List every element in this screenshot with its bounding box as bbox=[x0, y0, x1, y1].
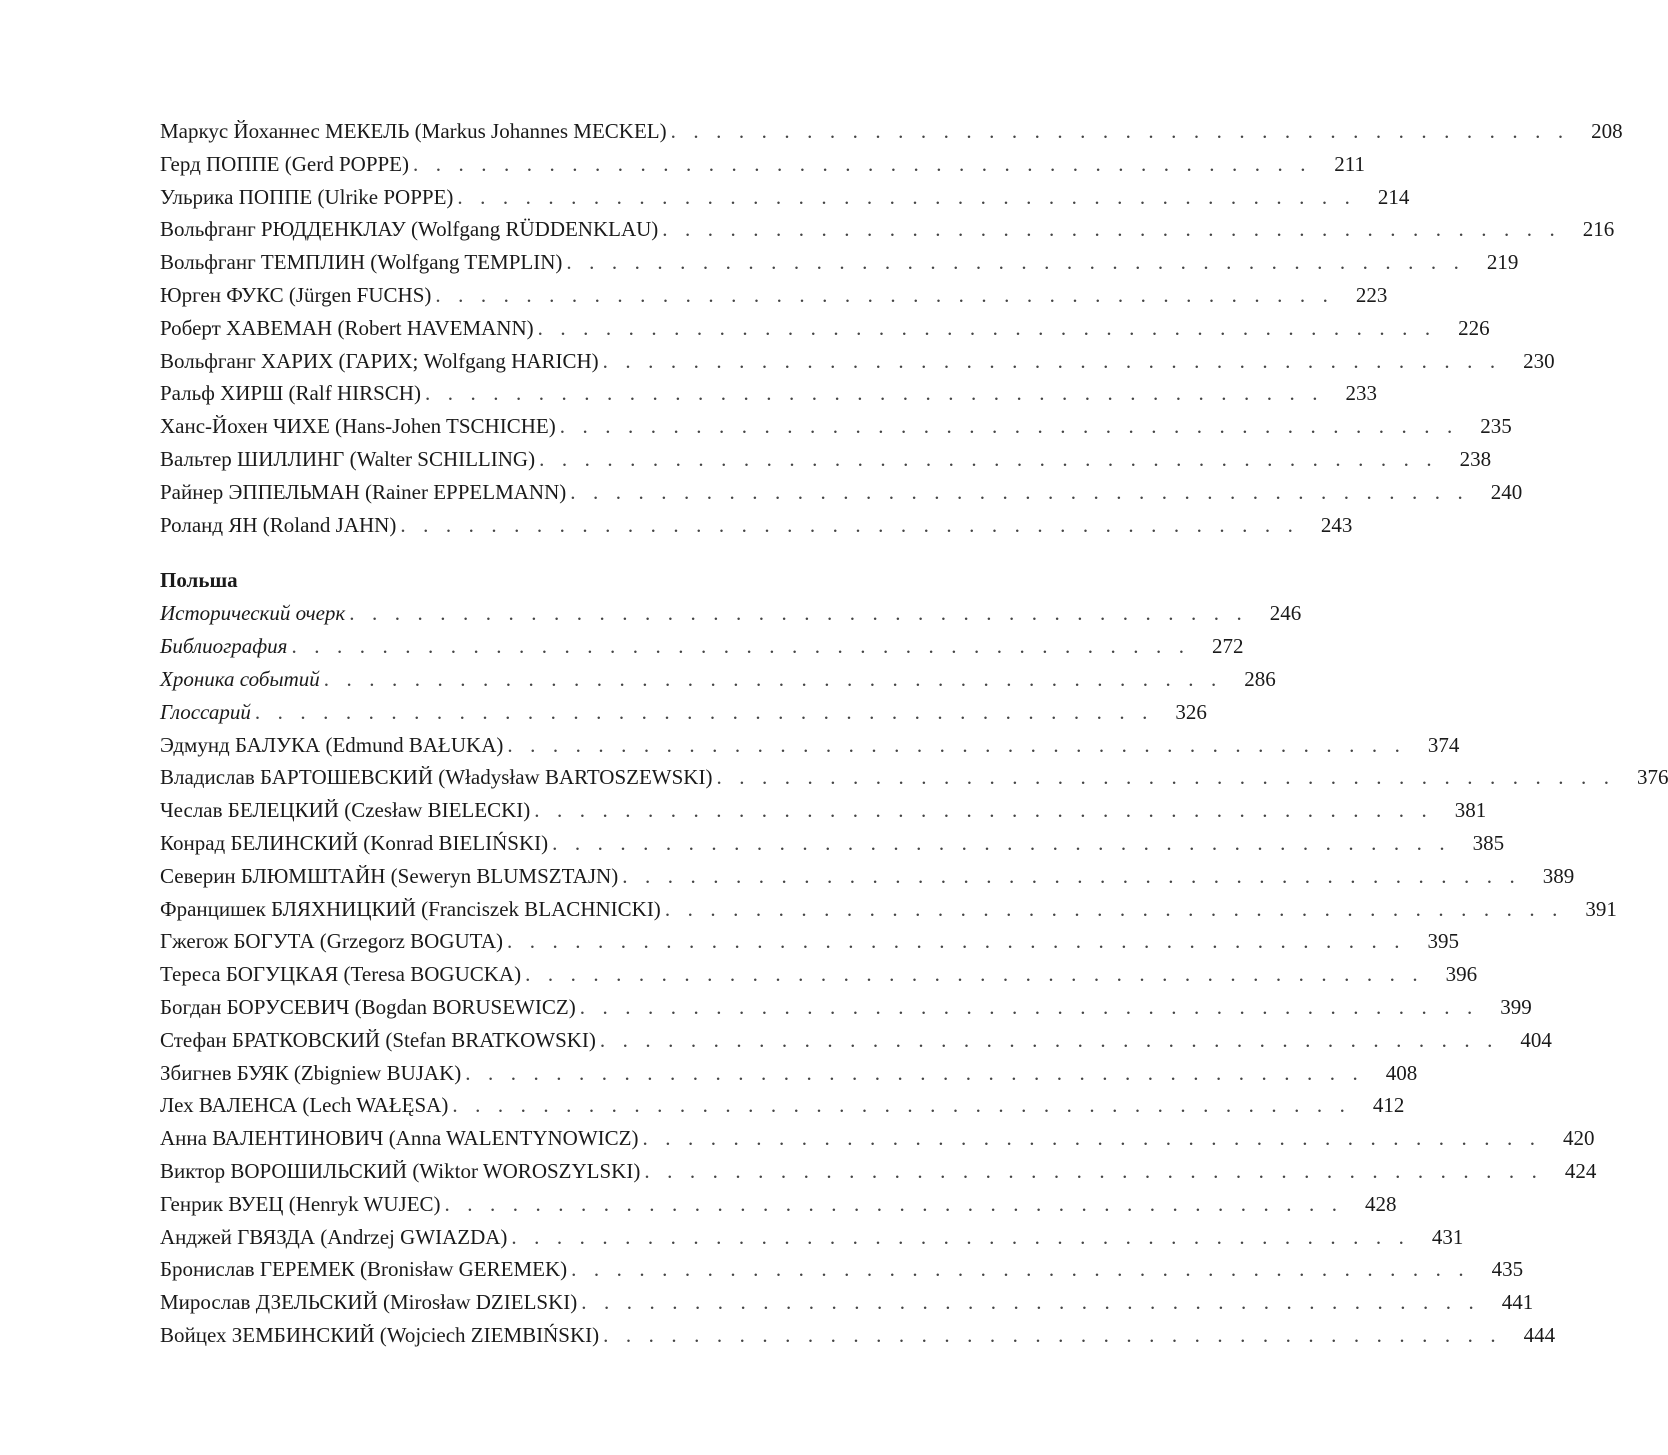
dot-leader: ........................................ bbox=[622, 863, 1533, 888]
dot-leader: ........................................ bbox=[465, 1060, 1376, 1085]
toc-entry-page-number: 219 bbox=[1486, 250, 1519, 275]
toc-section-poland bbox=[160, 597, 1668, 1351]
toc-entry bbox=[160, 1057, 1418, 1090]
toc-entry-label: Хроника событий bbox=[160, 666, 320, 691]
dot-leader: ........................................ bbox=[254, 699, 1165, 724]
toc-entry bbox=[160, 476, 1523, 509]
dot-leader: ........................................ bbox=[581, 1290, 1492, 1315]
toc-entry bbox=[160, 509, 1353, 542]
toc-entry-page-number: 374 bbox=[1427, 732, 1460, 757]
toc-entry-page-number: 420 bbox=[1563, 1126, 1595, 1151]
toc-entry-page-number: 444 bbox=[1523, 1322, 1556, 1347]
toc-entry-label: Роберт ХАВЕМАН (Robert HAVEMANN) bbox=[160, 315, 534, 340]
toc-entry-page-number: 243 bbox=[1320, 512, 1353, 537]
dot-leader: ........................................ bbox=[664, 896, 1575, 921]
toc-entry-label: Вольфганг РЮДДЕНКЛАУ (Wolfgang RÜDDENKLAU) bbox=[160, 217, 659, 242]
toc-entry-page-number: 408 bbox=[1385, 1060, 1418, 1085]
toc-entry-page-number: 428 bbox=[1365, 1191, 1397, 1216]
toc-entry bbox=[160, 181, 1410, 214]
dot-leader: ........................................ bbox=[291, 634, 1202, 659]
toc-entry bbox=[160, 1155, 1597, 1188]
section-title: Польша bbox=[160, 568, 238, 593]
toc-entry-label: Вольфганг ХАРИХ (ГАРИХ; Wolfgang HARICH) bbox=[160, 348, 599, 373]
toc-entry-label: Ульрика ПОППЕ (Ulrike POPPE) bbox=[160, 184, 454, 209]
toc-entry-label: Вольфганг ТЕМПЛИН (Wolfgang TEMPLIN) bbox=[160, 250, 563, 275]
toc-entry-label: Маркус Йоханнес МЕКЕЛЬ (Markus Johannes MECKEL) bbox=[160, 119, 667, 143]
toc-entry-page-number: 424 bbox=[1564, 1158, 1597, 1183]
toc-entry bbox=[160, 1286, 1534, 1319]
toc-entry-label: Вальтер ШИЛЛИНГ (Walter SCHILLING) bbox=[160, 446, 536, 471]
toc-entry-page-number: 208 bbox=[1591, 119, 1623, 143]
dot-leader: ........................................ bbox=[400, 512, 1311, 537]
toc-entry bbox=[160, 630, 1244, 663]
dot-leader: ........................................ bbox=[552, 830, 1463, 855]
toc-entry-page-number: 238 bbox=[1459, 446, 1492, 471]
dot-leader: ........................................ bbox=[349, 601, 1260, 626]
toc-entry bbox=[160, 345, 1555, 378]
toc-entry bbox=[160, 597, 1302, 630]
toc-entry-label: Райнер ЭППЕЛЬМАН (Rainer EPPELMANN) bbox=[160, 479, 567, 504]
toc-entry bbox=[160, 761, 1668, 794]
toc-entry-label: Мирослав ДЗЕЛЬСКИЙ (Mirosław DZIELSKI) bbox=[160, 1290, 578, 1315]
dot-leader: ........................................ bbox=[599, 1027, 1510, 1052]
dot-leader: ........................................ bbox=[507, 732, 1418, 757]
toc-entry bbox=[160, 148, 1366, 181]
toc-entry-page-number: 404 bbox=[1520, 1027, 1552, 1052]
toc-entry-page-number: 214 bbox=[1377, 184, 1410, 209]
toc-entry bbox=[160, 443, 1492, 476]
toc-entry-label: Тереса БОГУЦКАЯ (Teresa BOGUCKA) bbox=[160, 962, 522, 987]
toc-entry-label: Генрик ВУЕЦ (Henryk WUJEC) bbox=[160, 1191, 441, 1216]
dot-leader: ........................................ bbox=[537, 315, 1448, 340]
dot-leader: ........................................ bbox=[602, 348, 1513, 373]
dot-leader: ........................................ bbox=[539, 446, 1450, 471]
toc-entry-page-number: 431 bbox=[1431, 1224, 1464, 1249]
dot-leader: ........................................ bbox=[444, 1191, 1355, 1216]
dot-leader: ........................................ bbox=[642, 1126, 1553, 1151]
toc-entry-label: Лех ВАЛЕНСА (Lech WAŁĘSA) bbox=[160, 1093, 449, 1118]
toc-entry bbox=[160, 893, 1617, 926]
toc-entry-label: Юрген ФУКС (Jürgen FUCHS) bbox=[160, 282, 432, 307]
toc-entry bbox=[160, 1221, 1464, 1254]
dot-leader: ........................................ bbox=[534, 798, 1445, 823]
toc-entry bbox=[160, 1089, 1405, 1122]
dot-leader: ........................................ bbox=[603, 1322, 1514, 1347]
toc-entry-label: Францишек БЛЯХНИЦКИЙ (Franciszek BLACHNICKI) bbox=[160, 896, 661, 921]
toc-entry-page-number: 211 bbox=[1334, 151, 1366, 176]
toc-entry-page-number: 246 bbox=[1269, 601, 1302, 626]
toc-entry bbox=[160, 1319, 1556, 1352]
toc-entry bbox=[160, 794, 1487, 827]
dot-leader: ........................................ bbox=[506, 929, 1417, 954]
toc-entry-label: Виктор ВОРОШИЛЬСКИЙ (Wiktor WOROSZYLSKI) bbox=[160, 1158, 641, 1183]
toc-entry bbox=[160, 1188, 1397, 1221]
toc-entry-label: Конрад БЕЛИНСКИЙ (Konrad BIELIŃSKI) bbox=[160, 830, 549, 855]
dot-leader: ........................................ bbox=[424, 381, 1335, 406]
toc-entry-page-number: 385 bbox=[1472, 830, 1505, 855]
table-of-contents bbox=[160, 115, 1668, 1352]
toc-entry-label: Ханс-Йохен ЧИХЕ (Hans-Johen TSCHICHE) bbox=[160, 414, 556, 439]
toc-entry-page-number: 441 bbox=[1501, 1290, 1534, 1315]
dot-leader: ........................................ bbox=[670, 119, 1581, 143]
dot-leader: ........................................ bbox=[511, 1224, 1422, 1249]
dot-leader: ........................................ bbox=[570, 479, 1481, 504]
toc-entry-page-number: 391 bbox=[1585, 896, 1617, 921]
toc-entry-page-number: 399 bbox=[1500, 994, 1532, 1019]
toc-entry-page-number: 396 bbox=[1445, 962, 1478, 987]
toc-entry-label: Збигнев БУЯК (Zbigniew BUJAK) bbox=[160, 1060, 462, 1085]
toc-entry-label: Анджей ГВЯЗДА (Andrzej GWIAZDA) bbox=[160, 1224, 508, 1249]
toc-entry bbox=[160, 213, 1615, 246]
toc-entry-page-number: 412 bbox=[1372, 1093, 1405, 1118]
toc-entry-page-number: 272 bbox=[1211, 634, 1244, 659]
toc-entry-label: Гжегож БОГУТА (Grzegorz BOGUTA) bbox=[160, 929, 503, 954]
toc-entry-page-number: 326 bbox=[1175, 699, 1207, 724]
dot-leader: ........................................ bbox=[579, 994, 1490, 1019]
toc-entry-label: Богдан БОРУСЕВИЧ (Bogdan BORUSEWICZ) bbox=[160, 994, 576, 1019]
toc-entry-label: Войцех ЗЕМБИНСКИЙ (Wojciech ZIEMBIŃSKI) bbox=[160, 1322, 600, 1347]
toc-entry-label: Роланд ЯН (Roland JAHN) bbox=[160, 512, 397, 537]
toc-entry-label: Исторический очерк bbox=[160, 601, 346, 626]
toc-entry-page-number: 235 bbox=[1480, 414, 1512, 439]
toc-entry-page-number: 376 bbox=[1636, 765, 1668, 790]
dot-leader: ........................................ bbox=[413, 151, 1324, 176]
toc-entry-page-number: 233 bbox=[1345, 381, 1377, 406]
dot-leader: ........................................ bbox=[566, 250, 1477, 275]
toc-entry-page-number: 223 bbox=[1355, 282, 1388, 307]
dot-leader: ........................................ bbox=[457, 184, 1368, 209]
toc-entry-page-number: 435 bbox=[1491, 1257, 1524, 1282]
dot-leader: ........................................ bbox=[644, 1158, 1555, 1183]
toc-entry-label: Стефан БРАТКОВСКИЙ (Stefan BRATKOWSKI) bbox=[160, 1027, 596, 1052]
toc-entry bbox=[160, 1024, 1552, 1057]
toc-entry-label: Библиография bbox=[160, 634, 288, 659]
toc-entry bbox=[160, 958, 1478, 991]
toc-entry-label: Герд ПОППЕ (Gerd POPPE) bbox=[160, 151, 410, 176]
toc-entry bbox=[160, 1253, 1524, 1286]
toc-entry bbox=[160, 827, 1505, 860]
toc-entry-label: Северин БЛЮМШТАЙН (Seweryn BLUMSZTAJN) bbox=[160, 863, 619, 888]
toc-entry-label: Чеслав БЕЛЕЦКИЙ (Czesław BIELECKI) bbox=[160, 798, 531, 823]
toc-entry bbox=[160, 1122, 1595, 1155]
toc-entry bbox=[160, 860, 1575, 893]
dot-leader: ........................................ bbox=[571, 1257, 1482, 1282]
toc-entry-label: Ральф ХИРШ (Ralf HIRSCH) bbox=[160, 381, 421, 406]
toc-entry-page-number: 286 bbox=[1244, 666, 1276, 691]
toc-entry bbox=[160, 279, 1388, 312]
toc-entry-label: Глоссарий bbox=[160, 699, 251, 724]
toc-entry-page-number: 216 bbox=[1582, 217, 1615, 242]
dot-leader: ........................................ bbox=[323, 666, 1234, 691]
toc-entry-page-number: 240 bbox=[1490, 479, 1523, 504]
toc-entry bbox=[160, 410, 1512, 443]
toc-entry bbox=[160, 696, 1207, 729]
toc-entry bbox=[160, 246, 1519, 279]
toc-entry-label: Эдмунд БАЛУКА (Edmund BAŁUKA) bbox=[160, 732, 504, 757]
toc-entry-page-number: 389 bbox=[1542, 863, 1575, 888]
toc-entry bbox=[160, 729, 1460, 762]
toc-entry bbox=[160, 115, 1623, 148]
toc-entry-page-number: 226 bbox=[1458, 315, 1490, 340]
section-gap bbox=[160, 541, 827, 563]
toc-section-germany bbox=[160, 115, 1623, 541]
dot-leader: ........................................ bbox=[452, 1093, 1363, 1118]
dot-leader: ........................................ bbox=[525, 962, 1436, 987]
dot-leader: ........................................ bbox=[435, 282, 1346, 307]
toc-entry-label: Бронислав ГЕРЕМЕК (Bronisław GEREMEK) bbox=[160, 1257, 568, 1282]
toc-entry bbox=[160, 991, 1532, 1024]
toc-entry bbox=[160, 663, 1276, 696]
toc-entry bbox=[160, 377, 1377, 410]
toc-entry-label: Владислав БАРТОШЕВСКИЙ (Władysław BARTOSZEWSKI) bbox=[160, 765, 713, 790]
toc-entry-page-number: 230 bbox=[1523, 348, 1555, 373]
dot-leader: ........................................ bbox=[559, 414, 1470, 439]
toc-entry bbox=[160, 312, 1490, 345]
dot-leader: ........................................ bbox=[662, 217, 1573, 242]
toc-entry-page-number: 381 bbox=[1454, 798, 1487, 823]
toc-entry-label: Анна ВАЛЕНТИНОВИЧ (Anna WALENTYNOWICZ) bbox=[160, 1126, 639, 1151]
toc-entry-page-number: 395 bbox=[1427, 929, 1459, 954]
dot-leader: ........................................ bbox=[716, 765, 1627, 790]
toc-entry bbox=[160, 925, 1459, 958]
